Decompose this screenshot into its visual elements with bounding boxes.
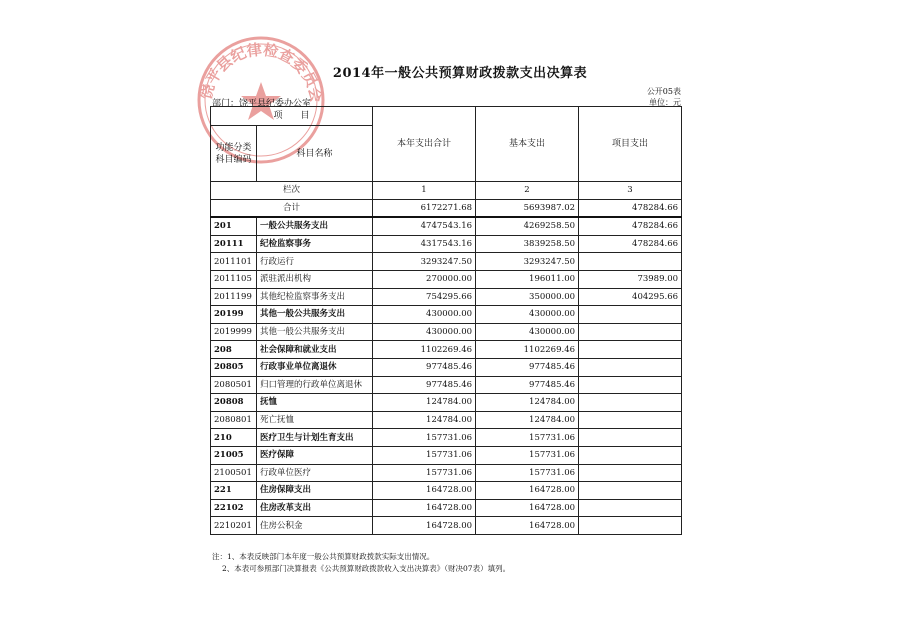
row-code: 201 xyxy=(211,217,257,235)
table-row xyxy=(211,499,682,517)
row-code: 20805 xyxy=(211,358,257,376)
total-label: 合计 xyxy=(211,199,373,217)
table-row xyxy=(211,341,682,359)
row-project xyxy=(579,482,682,500)
row-name: 死亡抚恤 xyxy=(257,411,373,429)
table-row xyxy=(211,323,682,341)
row-name: 其他一般公共服务支出 xyxy=(257,306,373,324)
row-total: 4747543.16 xyxy=(373,217,476,235)
table-row xyxy=(211,217,682,235)
col-project-header: 项目支出 xyxy=(579,107,682,182)
row-project xyxy=(579,253,682,271)
row-basic: 164728.00 xyxy=(476,517,579,535)
row-project xyxy=(579,499,682,517)
table-row xyxy=(211,446,682,464)
row-name: 医疗卫生与计划生育支出 xyxy=(257,429,373,447)
row-name: 住房保障支出 xyxy=(257,482,373,500)
row-project xyxy=(579,358,682,376)
row-total: 430000.00 xyxy=(373,306,476,324)
table-row xyxy=(211,394,682,412)
row-code: 20111 xyxy=(211,235,257,253)
name-header: 科目名称 xyxy=(257,126,373,182)
column-index-row xyxy=(211,182,682,200)
row-total: 157731.06 xyxy=(373,429,476,447)
table-row xyxy=(211,358,682,376)
row-code: 208 xyxy=(211,341,257,359)
row-basic: 3839258.50 xyxy=(476,235,579,253)
row-code: 2210201 xyxy=(211,517,257,535)
row-project xyxy=(579,464,682,482)
row-total: 1102269.46 xyxy=(373,341,476,359)
table-row xyxy=(211,253,682,271)
row-project xyxy=(579,517,682,535)
row-project xyxy=(579,429,682,447)
row-code: 22102 xyxy=(211,499,257,517)
row-basic: 350000.00 xyxy=(476,288,579,306)
row-basic: 164728.00 xyxy=(476,482,579,500)
row-total: 164728.00 xyxy=(373,482,476,500)
row-basic: 157731.06 xyxy=(476,446,579,464)
total-row xyxy=(211,199,682,217)
row-name: 社会保障和就业支出 xyxy=(257,341,373,359)
expenditure-table xyxy=(210,106,682,535)
row-total: 124784.00 xyxy=(373,394,476,412)
row-name: 抚恤 xyxy=(257,394,373,412)
row-code: 20808 xyxy=(211,394,257,412)
table-row xyxy=(211,411,682,429)
row-code: 21005 xyxy=(211,446,257,464)
row-name: 其他纪检监察事务支出 xyxy=(257,288,373,306)
total-amount: 6172271.68 xyxy=(373,199,476,217)
notes xyxy=(212,551,510,575)
row-code: 2011105 xyxy=(211,270,257,288)
row-project xyxy=(579,411,682,429)
row-basic: 977485.46 xyxy=(476,358,579,376)
row-basic: 196011.00 xyxy=(476,270,579,288)
table-number: 公开05表 xyxy=(646,87,681,96)
row-total: 157731.06 xyxy=(373,464,476,482)
row-total: 157731.06 xyxy=(373,446,476,464)
row-total: 430000.00 xyxy=(373,323,476,341)
svg-text:饶平县纪律检查委员会: 饶平县纪律检查委员会 xyxy=(197,40,326,104)
row-basic: 164728.00 xyxy=(476,499,579,517)
total-project: 478284.66 xyxy=(579,199,682,217)
row-code: 210 xyxy=(211,429,257,447)
row-total: 270000.00 xyxy=(373,270,476,288)
row-basic: 1102269.46 xyxy=(476,341,579,359)
row-project xyxy=(579,394,682,412)
row-total: 164728.00 xyxy=(373,499,476,517)
row-project: 73989.00 xyxy=(579,270,682,288)
row-basic: 124784.00 xyxy=(476,394,579,412)
row-code: 20199 xyxy=(211,306,257,324)
row-project xyxy=(579,323,682,341)
row-name: 派驻派出机构 xyxy=(257,270,373,288)
row-total: 977485.46 xyxy=(373,358,476,376)
row-name: 其他一般公共服务支出 xyxy=(257,323,373,341)
note-line-2: 2、本表可参照部门决算报表《公共预算财政拨款收入支出决算表》（财决07表）填列。 xyxy=(222,564,511,573)
row-code: 2019999 xyxy=(211,323,257,341)
document-title: 2014年一般公共预算财政拨款支出决算表 xyxy=(332,66,588,81)
table-row xyxy=(211,235,682,253)
table-row xyxy=(211,288,682,306)
row-code: 2080501 xyxy=(211,376,257,394)
row-name: 行政运行 xyxy=(257,253,373,271)
row-name: 行政单位医疗 xyxy=(257,464,373,482)
table-row xyxy=(211,376,682,394)
row-total: 3293247.50 xyxy=(373,253,476,271)
row-total: 164728.00 xyxy=(373,517,476,535)
row-name: 医疗保障 xyxy=(257,446,373,464)
row-basic: 157731.06 xyxy=(476,429,579,447)
row-name: 住房改革支出 xyxy=(257,499,373,517)
row-project xyxy=(579,376,682,394)
row-total: 977485.46 xyxy=(373,376,476,394)
unit-label: 单位：元 xyxy=(649,98,681,107)
row-project xyxy=(579,341,682,359)
header-row-1 xyxy=(211,107,682,126)
col-basic-header: 基本支出 xyxy=(476,107,579,182)
row-basic: 4269258.50 xyxy=(476,217,579,235)
table-row xyxy=(211,464,682,482)
total-basic: 5693987.02 xyxy=(476,199,579,217)
item-header: 项 目 xyxy=(211,107,373,126)
table-row xyxy=(211,306,682,324)
note-line-1: 注：1、本表反映部门本年度一般公共预算财政拨款实际支出情况。 xyxy=(212,552,435,561)
row-project: 404295.66 xyxy=(579,288,682,306)
table-row xyxy=(211,270,682,288)
row-code: 2080801 xyxy=(211,411,257,429)
row-total: 754295.66 xyxy=(373,288,476,306)
row-code: 2100501 xyxy=(211,464,257,482)
row-project: 478284.66 xyxy=(579,235,682,253)
row-code: 221 xyxy=(211,482,257,500)
row-project: 478284.66 xyxy=(579,217,682,235)
row-project xyxy=(579,306,682,324)
department-label: 部门：饶平县纪委办公室 xyxy=(212,99,312,109)
row-name: 行政事业单位离退休 xyxy=(257,358,373,376)
table-row xyxy=(211,517,682,535)
table-row xyxy=(211,482,682,500)
row-name: 住房公积金 xyxy=(257,517,373,535)
col-no-1: 1 xyxy=(373,182,476,200)
row-name: 一般公共服务支出 xyxy=(257,217,373,235)
row-basic: 430000.00 xyxy=(476,306,579,324)
row-basic: 124784.00 xyxy=(476,411,579,429)
table-row xyxy=(211,429,682,447)
row-basic: 977485.46 xyxy=(476,376,579,394)
row-basic: 430000.00 xyxy=(476,323,579,341)
col-no-3: 3 xyxy=(579,182,682,200)
row-basic: 3293247.50 xyxy=(476,253,579,271)
row-index-label: 栏次 xyxy=(211,182,373,200)
row-total: 4317543.16 xyxy=(373,235,476,253)
row-code: 2011101 xyxy=(211,253,257,271)
row-name: 归口管理的行政单位离退休 xyxy=(257,376,373,394)
code-header: 功能分类科目编码 xyxy=(211,126,257,182)
row-code: 2011199 xyxy=(211,288,257,306)
row-name: 纪检监察事务 xyxy=(257,235,373,253)
col-total-header: 本年支出合计 xyxy=(373,107,476,182)
col-no-2: 2 xyxy=(476,182,579,200)
row-basic: 157731.06 xyxy=(476,464,579,482)
row-project xyxy=(579,446,682,464)
row-total: 124784.00 xyxy=(373,411,476,429)
